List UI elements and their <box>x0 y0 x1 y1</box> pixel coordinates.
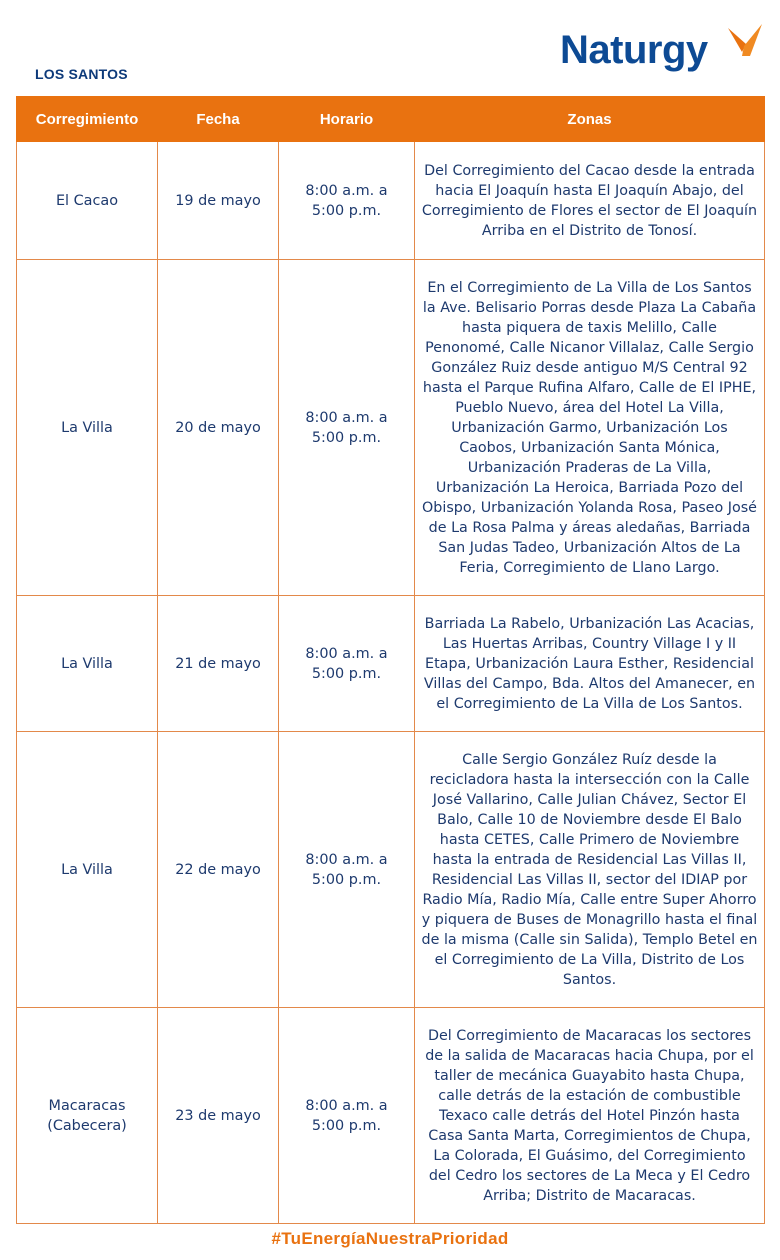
fecha-cell: 20 de mayo <box>158 260 279 596</box>
corregimiento-cell: El Cacao <box>17 142 158 260</box>
column-header-zonas: Zonas <box>415 97 765 142</box>
table-header-row <box>17 97 765 142</box>
zonas-cell: Calle Sergio González Ruíz desde la recicladora hasta la intersección con la Calle José Vallarino, Calle Julian Chávez, Sector El Balo, Calle 10 de Noviembre desde El Balo hasta CETES, Calle Primero de Noviembre hasta la entrada de Residencial Las Villas II, Residencial Las Villas II, sector del IDIAP por Radio Mía, Radio Mía, Calle entre Super Ahorro y piquera de Buses de Monagrillo hasta el final de la misma (Calle sin Salida), Templo Betel en el Corregimiento de La Villa, Distrito de Los Santos. <box>415 732 765 1008</box>
fecha-cell: 21 de mayo <box>158 596 279 732</box>
column-header-fecha: Fecha <box>158 97 279 142</box>
table-row <box>17 732 765 1008</box>
column-header-corregimiento: Corregimiento <box>17 97 158 142</box>
naturgy-logo <box>560 20 770 80</box>
table-row <box>17 596 765 732</box>
fecha-cell: 22 de mayo <box>158 732 279 1008</box>
zonas-cell: Del Corregimiento del Cacao desde la entrada hacia El Joaquín hasta El Joaquín Abajo, del Corregimiento de Flores el sector de El Joaquín Arriba en el Distrito de Tonosí. <box>415 142 765 260</box>
horario-cell: 8:00 a.m. a 5:00 p.m. <box>279 596 415 732</box>
horario-cell: 8:00 a.m. a 5:00 p.m. <box>279 260 415 596</box>
corregimiento-cell: Macaracas (Cabecera) <box>17 1008 158 1224</box>
corregimiento-cell: La Villa <box>17 260 158 596</box>
table-row <box>17 260 765 596</box>
fecha-cell: 23 de mayo <box>158 1008 279 1224</box>
table-row <box>17 1008 765 1224</box>
column-header-horario: Horario <box>279 97 415 142</box>
region-title: LOS SANTOS <box>35 66 128 82</box>
table-row <box>17 142 765 260</box>
zonas-cell: En el Corregimiento de La Villa de Los Santos la Ave. Belisario Porras desde Plaza La Cabaña hasta piquera de taxis Melillo, Calle Penonomé, Calle Nicanor Villalaz, Calle Sergio González Ruiz desde antiguo M/S Central 92 hasta el Parque Rufina Alfaro, Calle de El IPHE, Pueblo Nuevo, área del Hotel La Villa, Urbanización Garmo, Urbanización Los Caobos, Urbanización Santa Mónica, Urbanización Praderas de La Villa, Urbanización La Heroica, Barriada Pozo del Obispo, Urbanización Yolanda Rosa, Paseo José de La Rosa Palma y áreas aledañas, Barriada San Judas Tadeo, Urbanización Altos de La Feria, Corregimiento de Llano Largo. <box>415 260 765 596</box>
corregimiento-cell: La Villa <box>17 732 158 1008</box>
zonas-cell: Barriada La Rabelo, Urbanización Las Acacias, Las Huertas Arribas, Country Village I y II Etapa, Urbanización Laura Esther, Residencial Villas del Campo, Bda. Altos del Amanecer, en el Corregimiento de La Villa de Los Santos. <box>415 596 765 732</box>
corregimiento-cell: La Villa <box>17 596 158 732</box>
campaign-hashtag: #TuEnergíaNuestraPrioridad <box>271 1229 509 1248</box>
horario-cell: 8:00 a.m. a 5:00 p.m. <box>279 142 415 260</box>
horario-cell: 8:00 a.m. a 5:00 p.m. <box>279 1008 415 1224</box>
fecha-cell: 19 de mayo <box>158 142 279 260</box>
outage-schedule-table <box>16 96 765 1224</box>
logo-text: Naturgy <box>560 28 708 72</box>
horario-cell: 8:00 a.m. a 5:00 p.m. <box>279 732 415 1008</box>
butterfly-icon <box>724 22 764 62</box>
zonas-cell: Del Corregimiento de Macaracas los sectores de la salida de Macaracas hacia Chupa, por el taller de mecánica Guayabito hasta Chupa, calle detrás de la estación de combustible Texaco calle detrás del Hotel Pinzón hasta Casa Santa Marta, Corregimientos de Chupa, La Colorada, El Guásimo, del Corregimiento del Cedro los sectores de La Meca y El Cedro Arriba; Distrito de Macaracas. <box>415 1008 765 1224</box>
